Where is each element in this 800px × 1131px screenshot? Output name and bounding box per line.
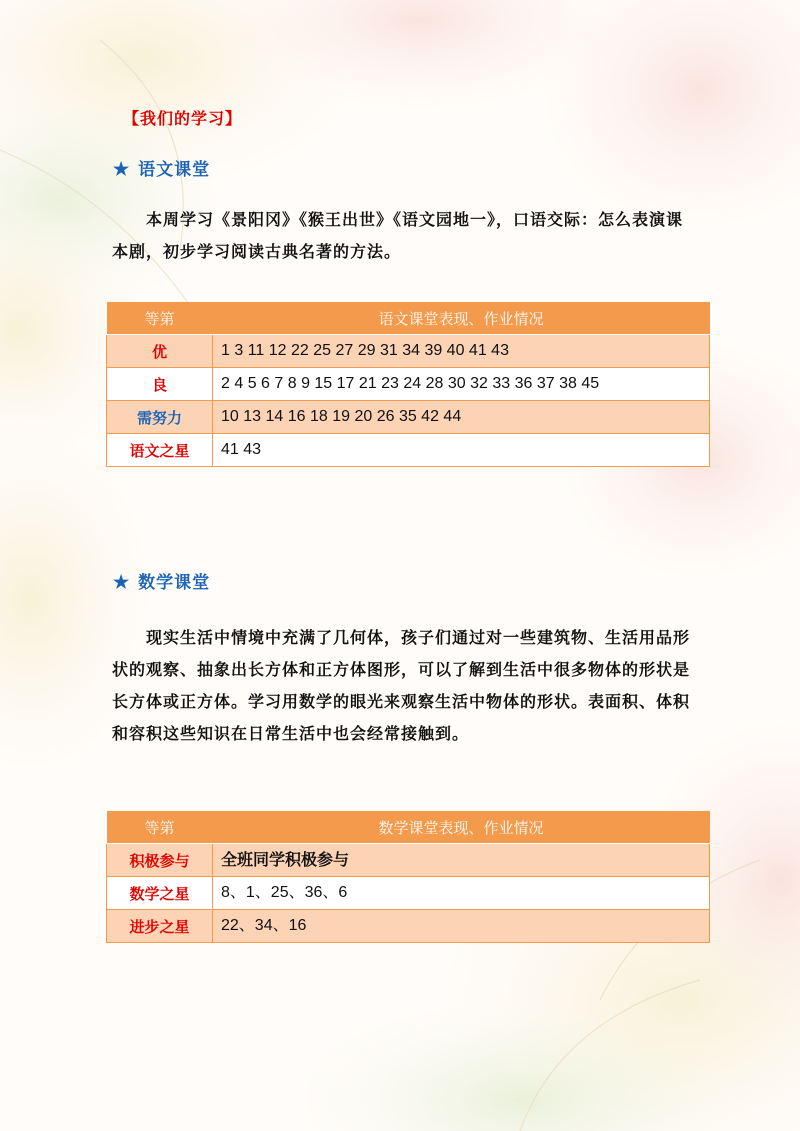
row-label: 积极参与 (107, 844, 213, 877)
row-label: 良 (107, 368, 213, 401)
header-description: 语文课堂表现、作业情况 (213, 302, 710, 335)
row-label: 需努力 (107, 401, 213, 434)
row-label: 语文之星 (107, 434, 213, 467)
row-value: 8、1、25、36、6 (213, 877, 710, 910)
table-header (107, 302, 710, 335)
star-icon: ★ (113, 572, 131, 593)
table-row (107, 335, 710, 368)
table-row (107, 434, 710, 467)
math-grade-table (106, 811, 710, 943)
row-value: 22、34、16 (213, 910, 710, 943)
row-value: 41 43 (213, 434, 710, 467)
table-row (107, 844, 710, 877)
chinese-paragraph-text: 本周学习《景阳冈》《猴王出世》《语文园地一》，口语交际：怎么表演课本剧，初步学习阅读古典名著的方法。 (112, 210, 684, 261)
chinese-grade-table (106, 302, 710, 467)
header-grade: 等第 (107, 811, 213, 844)
row-value: 2 4 5 6 7 8 9 15 17 21 23 24 28 30 32 33 36 37 38 45 (213, 368, 710, 401)
row-label: 进步之星 (107, 910, 213, 943)
header-grade: 等第 (107, 302, 213, 335)
table-header (107, 811, 710, 844)
table-row (107, 368, 710, 401)
table-row (107, 401, 710, 434)
math-title-text: 数学课堂 (138, 573, 211, 593)
row-label: 数学之星 (107, 877, 213, 910)
row-value: 全班同学积极参与 (213, 844, 710, 877)
table-row (107, 877, 710, 910)
chinese-paragraph (112, 204, 692, 268)
row-value: 1 3 11 12 22 25 27 29 31 34 39 40 41 43 (213, 335, 710, 368)
chinese-title-text: 语文课堂 (138, 160, 211, 180)
math-paragraph-text: 现实生活中情境中充满了几何体，孩子们通过对一些建筑物、生活用品形状的观察、抽象出长方体和正方体图形，可以了解到生活中很多物体的形状是长方体或正方体。学习用数学的眼光来观察生活中物体的形状。表面积、体积和容积这些知识在日常生活中也会经常接触到。 (112, 628, 691, 743)
chinese-section-title (113, 155, 210, 180)
math-paragraph (112, 622, 692, 750)
table-row (107, 910, 710, 943)
page-heading: 【我们的学习】 (123, 109, 243, 128)
header-description: 数学课堂表现、作业情况 (213, 811, 710, 844)
row-label: 优 (107, 335, 213, 368)
row-value: 10 13 14 16 18 19 20 26 35 42 44 (213, 401, 710, 434)
math-section-title (113, 568, 210, 593)
star-icon: ★ (113, 159, 131, 180)
